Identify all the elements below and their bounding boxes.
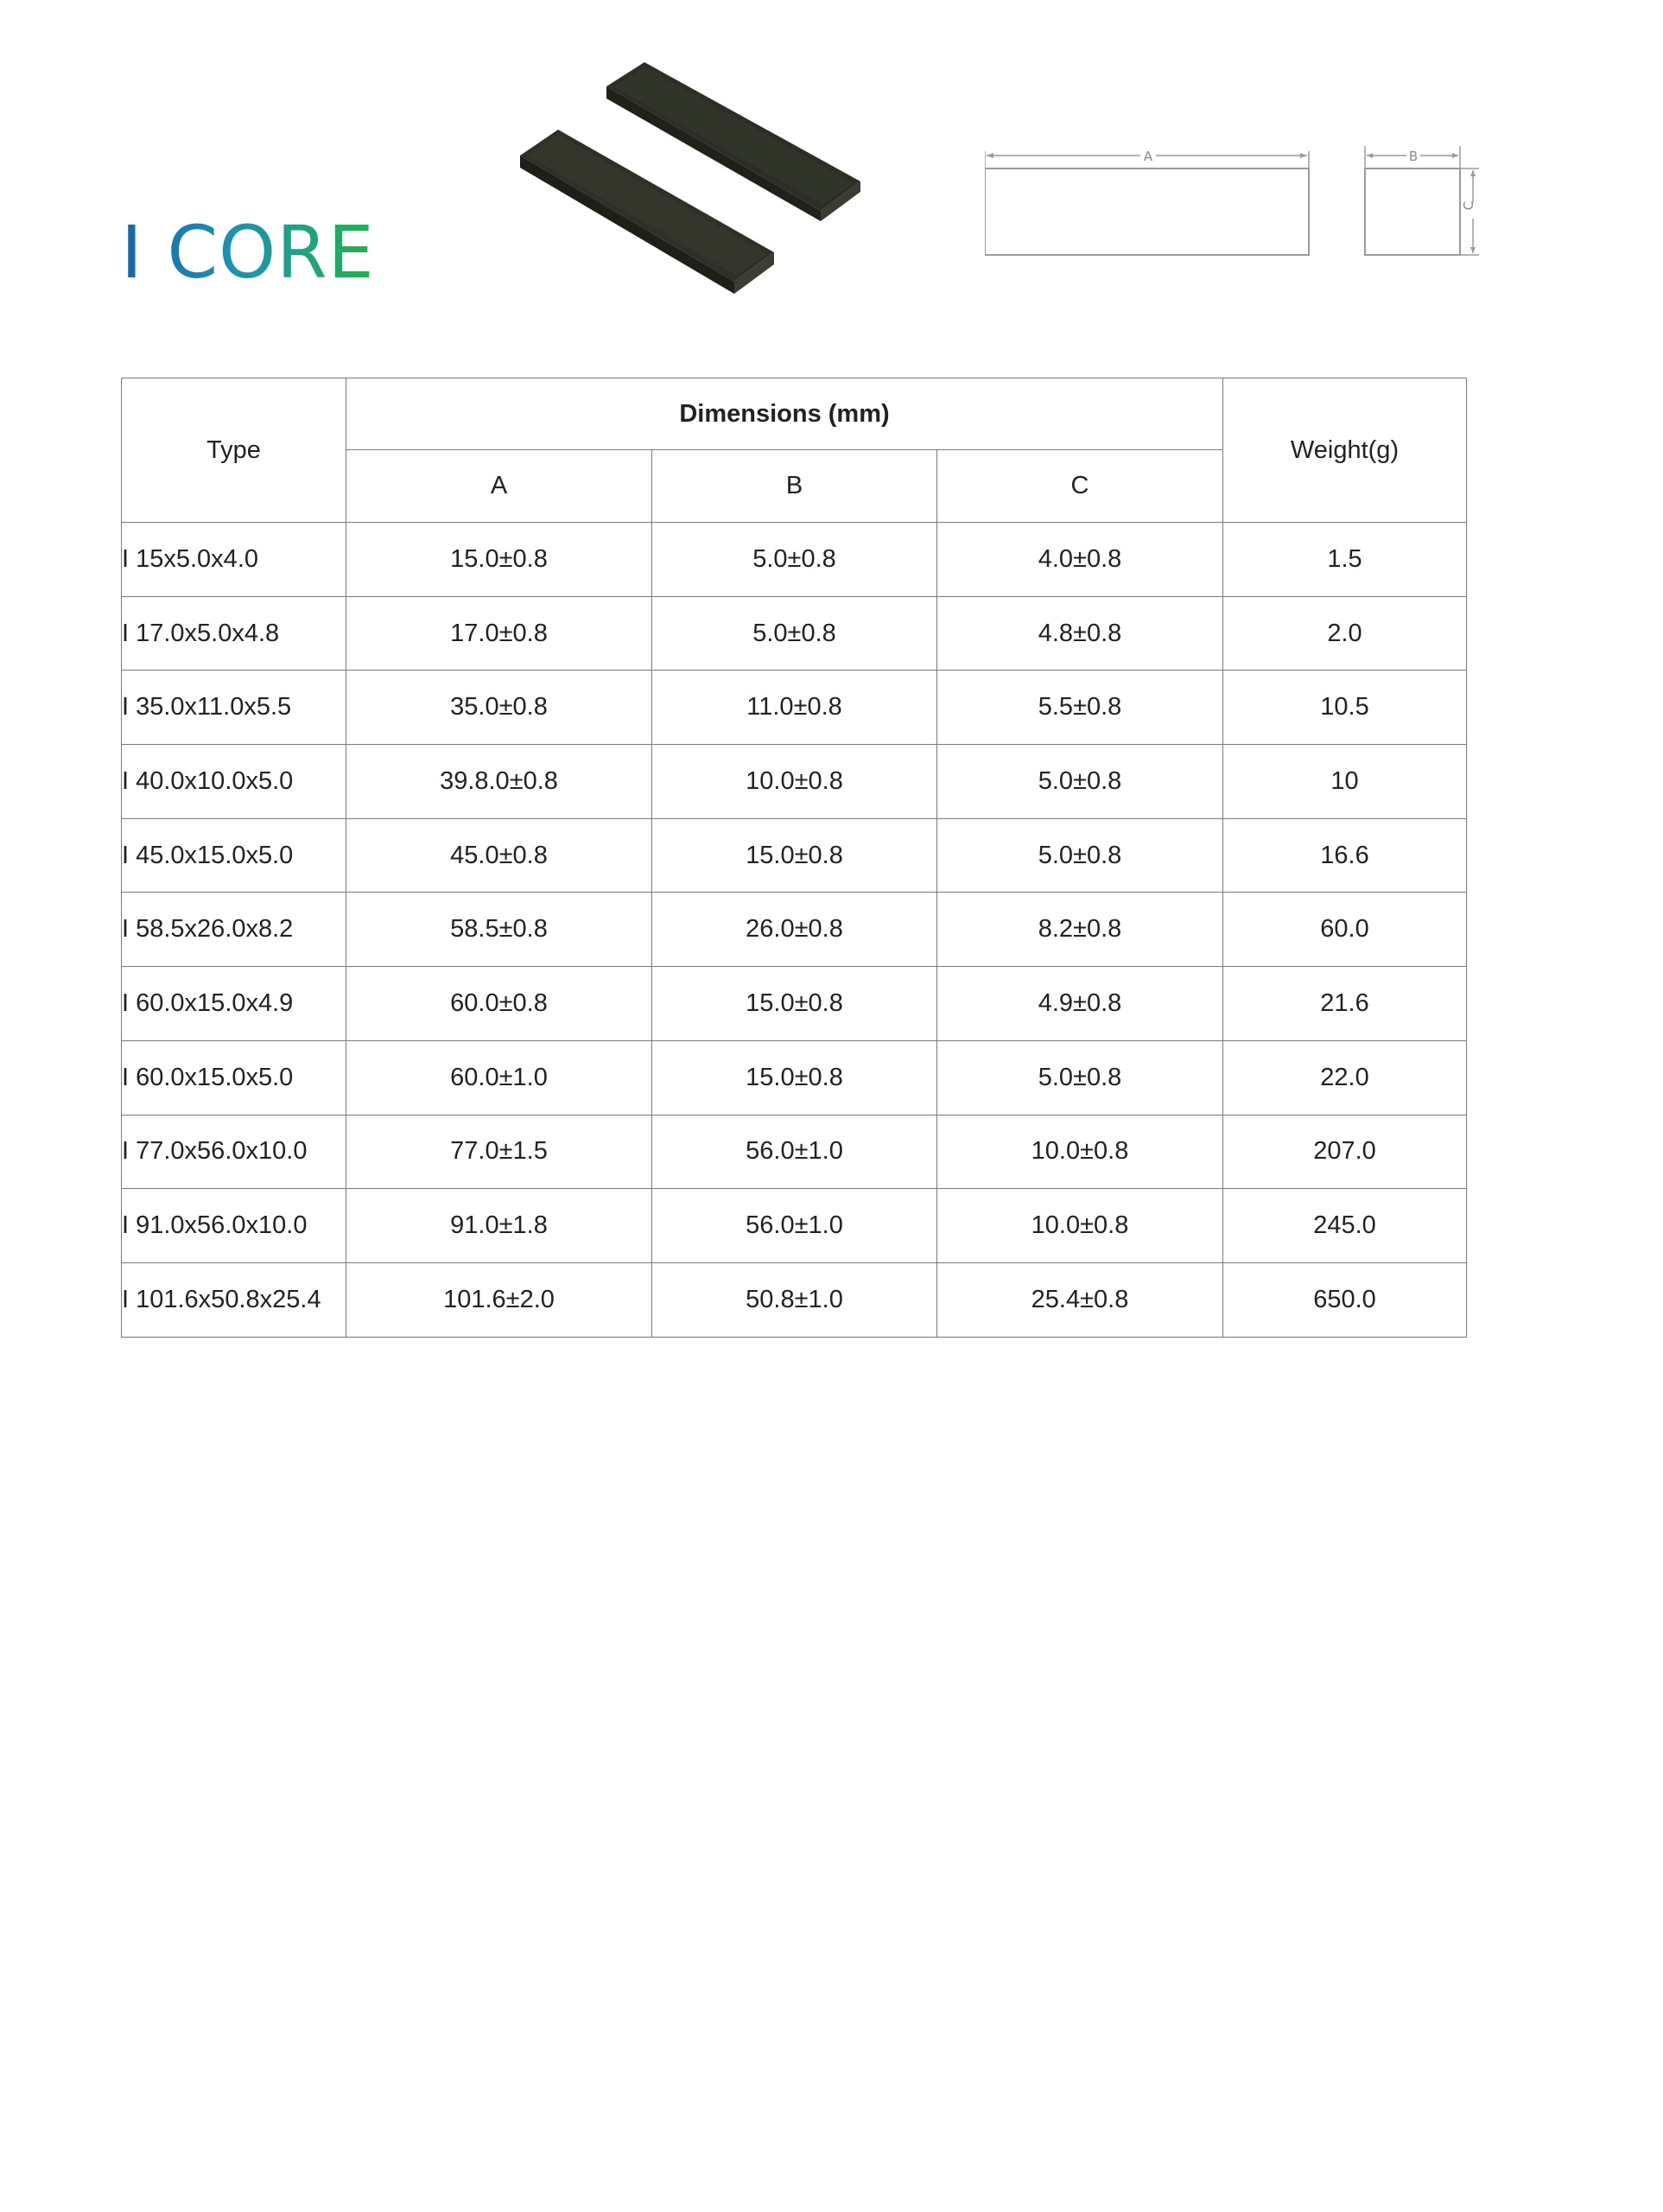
table-row xyxy=(122,1262,1467,1337)
table-row xyxy=(122,1040,1467,1115)
cell-b: 50.8±1.0 xyxy=(652,1262,937,1337)
cell-a: 45.0±0.8 xyxy=(346,818,652,893)
cell-c: 8.2±0.8 xyxy=(937,893,1223,967)
table-row xyxy=(122,1189,1467,1263)
cell-weight: 2.0 xyxy=(1223,596,1467,671)
cell-type: I 60.0x15.0x5.0 xyxy=(122,1040,346,1115)
cell-c: 4.0±0.8 xyxy=(937,523,1223,597)
cell-a: 77.0±1.5 xyxy=(346,1115,652,1189)
table-row xyxy=(122,1115,1467,1189)
cell-b: 5.0±0.8 xyxy=(652,523,937,597)
cell-type: I 91.0x56.0x10.0 xyxy=(122,1189,346,1263)
cell-b: 11.0±0.8 xyxy=(652,671,937,745)
ferrite-core-photo xyxy=(510,52,873,311)
cell-a: 39.8.0±0.8 xyxy=(346,745,652,819)
header-a: A xyxy=(346,450,652,523)
header-dimensions: Dimensions (mm) xyxy=(346,378,1223,450)
cell-type: I 60.0x15.0x4.9 xyxy=(122,967,346,1041)
cell-a: 17.0±0.8 xyxy=(346,596,652,671)
cell-a: 101.6±2.0 xyxy=(346,1262,652,1337)
table-row xyxy=(122,893,1467,967)
table-row xyxy=(122,523,1467,597)
cell-type: I 45.0x15.0x5.0 xyxy=(122,818,346,893)
cell-c: 10.0±0.8 xyxy=(937,1189,1223,1263)
page-title: I CORE xyxy=(121,210,375,295)
cell-c: 5.0±0.8 xyxy=(937,745,1223,819)
cell-c: 25.4±0.8 xyxy=(937,1262,1223,1337)
cell-b: 56.0±1.0 xyxy=(652,1115,937,1189)
cell-c: 10.0±0.8 xyxy=(937,1115,1223,1189)
header-c: C xyxy=(937,450,1223,523)
cell-a: 91.0±1.8 xyxy=(346,1189,652,1263)
cell-weight: 21.6 xyxy=(1223,967,1467,1041)
cell-b: 26.0±0.8 xyxy=(652,893,937,967)
cell-weight: 1.5 xyxy=(1223,523,1467,597)
header-b: B xyxy=(652,450,937,523)
cell-a: 60.0±0.8 xyxy=(346,967,652,1041)
cell-c: 4.8±0.8 xyxy=(937,596,1223,671)
dimension-drawing xyxy=(985,134,1486,272)
cell-c: 5.0±0.8 xyxy=(937,818,1223,893)
cell-type: I 15x5.0x4.0 xyxy=(122,523,346,597)
cell-c: 5.0±0.8 xyxy=(937,1040,1223,1115)
cell-type: I 77.0x56.0x10.0 xyxy=(122,1115,346,1189)
cell-b: 15.0±0.8 xyxy=(652,1040,937,1115)
cell-weight: 22.0 xyxy=(1223,1040,1467,1115)
cell-b: 56.0±1.0 xyxy=(652,1189,937,1263)
cell-type: I 101.6x50.8x25.4 xyxy=(122,1262,346,1337)
cell-weight: 650.0 xyxy=(1223,1262,1467,1337)
table-row xyxy=(122,818,1467,893)
cell-weight: 60.0 xyxy=(1223,893,1467,967)
cell-a: 60.0±1.0 xyxy=(346,1040,652,1115)
cell-b: 10.0±0.8 xyxy=(652,745,937,819)
label-c: C xyxy=(1461,200,1476,211)
cell-type: I 40.0x10.0x5.0 xyxy=(122,745,346,819)
specification-table xyxy=(121,378,1467,1338)
cell-weight: 10 xyxy=(1223,745,1467,819)
table-row xyxy=(122,745,1467,819)
cell-type: I 17.0x5.0x4.8 xyxy=(122,596,346,671)
table-row xyxy=(122,967,1467,1041)
header-type: Type xyxy=(122,378,346,523)
table-row xyxy=(122,671,1467,745)
cell-weight: 245.0 xyxy=(1223,1189,1467,1263)
cell-weight: 207.0 xyxy=(1223,1115,1467,1189)
cell-type: I 35.0x11.0x5.5 xyxy=(122,671,346,745)
cell-b: 5.0±0.8 xyxy=(652,596,937,671)
cell-c: 4.9±0.8 xyxy=(937,967,1223,1041)
cell-weight: 16.6 xyxy=(1223,818,1467,893)
table-row xyxy=(122,596,1467,671)
cell-b: 15.0±0.8 xyxy=(652,967,937,1041)
label-a: A xyxy=(1143,149,1153,164)
cell-c: 5.5±0.8 xyxy=(937,671,1223,745)
cell-type: I 58.5x26.0x8.2 xyxy=(122,893,346,967)
cell-a: 58.5±0.8 xyxy=(346,893,652,967)
cell-a: 35.0±0.8 xyxy=(346,671,652,745)
label-b: B xyxy=(1408,149,1419,164)
cell-weight: 10.5 xyxy=(1223,671,1467,745)
cell-b: 15.0±0.8 xyxy=(652,818,937,893)
cell-a: 15.0±0.8 xyxy=(346,523,652,597)
header-weight: Weight(g) xyxy=(1223,378,1467,523)
